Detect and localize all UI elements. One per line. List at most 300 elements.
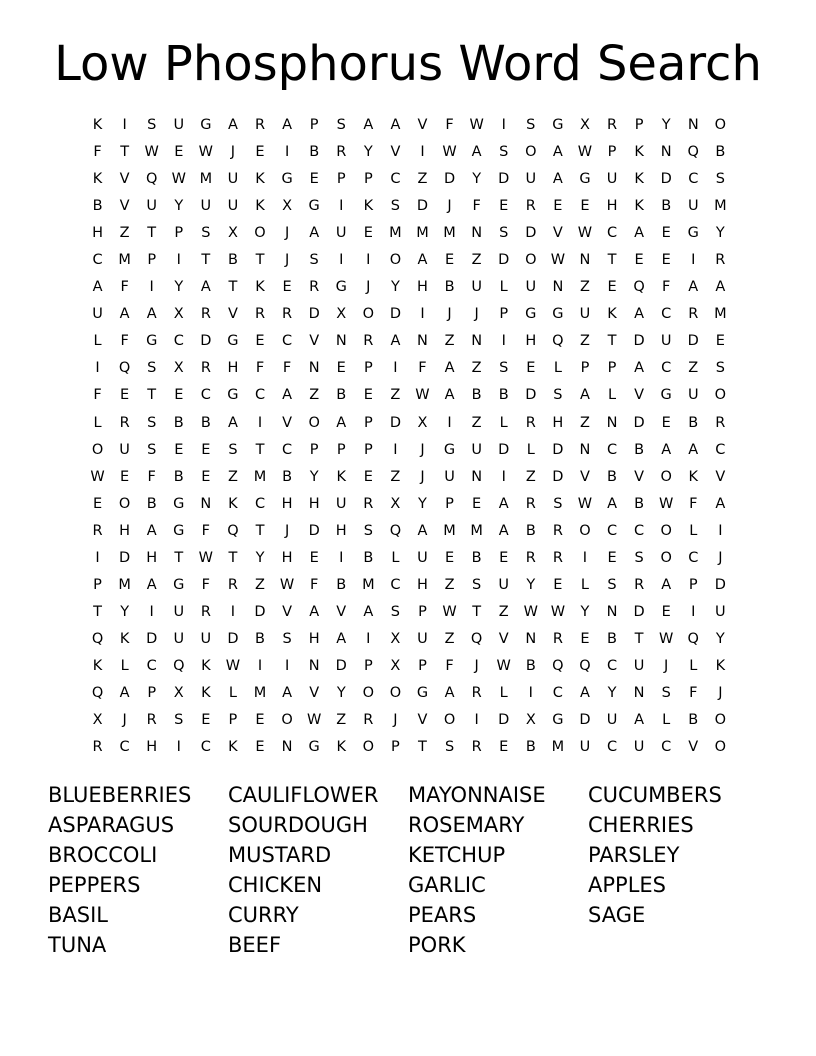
grid-cell: E: [715, 333, 725, 350]
grid-cell: X: [525, 712, 536, 729]
grid-cell: Q: [91, 684, 104, 701]
grid-cell: I: [501, 333, 506, 350]
grid-cell: X: [173, 360, 184, 377]
grid-cell: U: [335, 495, 347, 512]
grid-cell: G: [227, 387, 239, 404]
grid-cell: S: [526, 117, 536, 133]
grid-cell: C: [92, 252, 103, 269]
grid-cell: E: [661, 252, 671, 269]
grid-cell: A: [336, 630, 347, 647]
grid-cell: N: [579, 252, 591, 269]
grid-cell: U: [444, 468, 455, 485]
grid-cell: L: [120, 657, 129, 674]
grid-cell: B: [525, 739, 536, 756]
grid-cell: D: [633, 603, 645, 620]
grid-cell: E: [309, 549, 319, 566]
grid-cell: X: [173, 684, 184, 701]
grid-cell: T: [228, 549, 238, 566]
grid-cell: U: [471, 441, 482, 458]
grid-cell: U: [633, 657, 645, 674]
grid-cell: E: [174, 144, 184, 161]
grid-cell: C: [606, 739, 618, 756]
grid-cell: N: [633, 684, 645, 701]
grid-cell: Z: [417, 171, 428, 188]
grid-cell: Y: [580, 603, 590, 620]
grid-cell: C: [688, 171, 699, 188]
grid-cell: S: [715, 360, 725, 377]
grid-cell: F: [662, 279, 671, 296]
grid-cell: M: [199, 171, 213, 188]
grid-cell: Q: [579, 657, 591, 674]
grid-cell: O: [389, 252, 402, 269]
grid-cell: D: [254, 603, 266, 620]
grid-cell: S: [390, 603, 400, 620]
grid-cell: B: [255, 630, 265, 647]
grid-cell: S: [201, 225, 211, 242]
grid-cell: I: [366, 630, 371, 647]
grid-cell: O: [362, 306, 375, 323]
grid-cell: B: [525, 522, 536, 539]
grid-cell: E: [174, 441, 184, 458]
grid-cell: I: [447, 414, 452, 431]
grid-cell: D: [498, 441, 510, 458]
grid-cell: Z: [119, 225, 130, 242]
word-list-item: APPLES: [588, 873, 666, 897]
grid-cell: B: [688, 712, 699, 729]
grid-row: [84, 274, 734, 301]
grid-cell: U: [335, 225, 347, 242]
grid-cell: I: [339, 549, 344, 566]
grid-cell: Y: [472, 171, 482, 188]
word-list-item: GARLIC: [408, 873, 486, 897]
grid-cell: R: [471, 684, 482, 701]
grid-cell: E: [661, 414, 671, 431]
grid-cell: H: [146, 739, 158, 756]
grid-cell: L: [499, 279, 508, 296]
grid-cell: N: [308, 360, 320, 377]
grid-cell: G: [525, 306, 537, 323]
grid-cell: B: [227, 252, 238, 269]
grid-cell: I: [474, 712, 479, 729]
grid-cell: A: [634, 225, 645, 242]
grid-cell: H: [417, 576, 428, 593]
grid-cell: L: [93, 333, 102, 350]
grid-cell: G: [660, 387, 672, 404]
grid-cell: G: [281, 171, 293, 188]
grid-cell: E: [174, 387, 184, 404]
grid-cell: V: [417, 117, 428, 133]
grid-cell: I: [420, 306, 425, 323]
grid-cell: B: [363, 549, 374, 566]
grid-cell: V: [634, 387, 645, 404]
grid-cell: D: [579, 712, 591, 729]
grid-cell: Z: [579, 414, 590, 431]
grid-cell: U: [417, 549, 428, 566]
grid-cell: A: [227, 117, 238, 133]
grid-cell: Z: [579, 333, 590, 350]
grid-cell: I: [582, 549, 588, 566]
grid-cell: B: [607, 468, 617, 485]
grid-cell: I: [420, 144, 425, 161]
grid-cell: P: [418, 603, 427, 620]
grid-cell: Q: [389, 522, 402, 539]
grid-cell: E: [92, 495, 103, 512]
grid-cell: Y: [715, 630, 725, 647]
grid-cell: G: [173, 522, 185, 539]
word-list-item: ASPARAGUS: [48, 813, 175, 837]
grid-cell: N: [471, 225, 483, 242]
grid-cell: W: [577, 225, 593, 242]
grid-cell: S: [147, 360, 157, 377]
grid-cell: Q: [687, 144, 699, 161]
grid-cell: O: [362, 739, 375, 756]
grid-cell: U: [227, 171, 239, 188]
grid-cell: J: [366, 279, 371, 296]
grid-cell: C: [254, 387, 266, 404]
grid-cell: D: [308, 306, 320, 323]
grid-cell: F: [282, 360, 292, 377]
grid-cell: E: [499, 549, 509, 566]
grid-cell: O: [579, 522, 591, 539]
grid-cell: E: [201, 712, 211, 729]
grid-cell: U: [606, 712, 618, 729]
grid-cell: A: [146, 522, 157, 539]
grid-cell: A: [444, 387, 455, 404]
grid-cell: D: [714, 576, 726, 593]
grid-cell: O: [362, 684, 375, 701]
grid-cell: D: [525, 225, 537, 242]
grid-cell: Y: [661, 117, 671, 133]
grid-cell: B: [471, 549, 482, 566]
grid-cell: Y: [363, 144, 373, 161]
grid-cell: F: [418, 360, 427, 377]
grid-cell: Z: [525, 468, 536, 485]
grid-cell: C: [200, 739, 211, 756]
grid-cell: T: [228, 279, 238, 296]
grid-cell: N: [281, 739, 293, 756]
grid-cell: J: [230, 144, 236, 161]
grid-cell: E: [255, 712, 265, 729]
grid-cell: R: [634, 576, 645, 593]
grid-cell: E: [607, 279, 617, 296]
grid-cell: N: [606, 603, 618, 620]
grid-cell: A: [552, 144, 563, 161]
grid-cell: Q: [552, 657, 564, 674]
grid-cell: T: [634, 630, 644, 647]
grid-row: [84, 707, 734, 734]
grid-cell: O: [714, 117, 727, 133]
grid-cell: I: [691, 252, 696, 269]
grid-cell: B: [661, 198, 672, 215]
grid-cell: U: [579, 739, 591, 756]
grid-cell: V: [417, 712, 428, 729]
grid-cell: H: [525, 333, 537, 350]
grid-cell: I: [501, 468, 506, 485]
grid-cell: V: [282, 603, 293, 620]
grid-cell: S: [553, 495, 563, 512]
grid-cell: C: [661, 306, 672, 323]
grid-cell: A: [309, 225, 320, 242]
grid-cell: R: [688, 306, 699, 323]
word-list-item: MUSTARD: [228, 843, 332, 867]
grid-cell: T: [147, 225, 157, 242]
grid-cell: I: [393, 441, 398, 458]
grid-cell: O: [118, 495, 131, 512]
grid-cell: L: [499, 684, 508, 701]
grid-cell: B: [282, 468, 293, 485]
grid-cell: V: [688, 739, 699, 756]
grid-cell: R: [119, 414, 130, 431]
grid-cell: D: [687, 333, 699, 350]
grid-cell: K: [336, 739, 346, 756]
grid-cell: G: [200, 117, 212, 133]
grid-cell: N: [525, 630, 537, 647]
grid-cell: J: [474, 306, 479, 323]
grid-cell: B: [471, 387, 482, 404]
grid-cell: D: [498, 252, 510, 269]
grid-row: [84, 166, 734, 193]
grid-cell: P: [363, 414, 373, 431]
grid-cell: A: [417, 522, 428, 539]
grid-cell: W: [171, 171, 186, 188]
grid-cell: M: [714, 198, 727, 215]
grid-cell: E: [580, 630, 590, 647]
grid-cell: A: [552, 171, 563, 188]
word-list-item: BASIL: [48, 903, 108, 927]
grid-row: [84, 464, 734, 491]
grid-cell: H: [281, 495, 293, 512]
grid-cell: R: [363, 333, 374, 350]
grid-cell: J: [718, 549, 723, 566]
grid-cell: M: [551, 739, 565, 756]
grid-cell: Y: [336, 684, 346, 701]
grid-cell: U: [92, 306, 103, 323]
grid-cell: C: [661, 739, 672, 756]
grid-cell: X: [417, 414, 428, 431]
word-list-item: KETCHUP: [408, 843, 506, 867]
grid-cell: U: [119, 441, 130, 458]
grid-cell: G: [552, 306, 564, 323]
grid-cell: B: [146, 495, 157, 512]
grid-cell: A: [661, 441, 672, 458]
grid-cell: I: [393, 360, 398, 377]
grid-cell: P: [309, 441, 319, 458]
grid-cell: Y: [418, 495, 427, 512]
grid-cell: I: [339, 198, 344, 215]
grid-cell: J: [447, 306, 452, 323]
grid-cell: A: [146, 306, 157, 323]
grid-cell: S: [147, 441, 157, 458]
grid-cell: W: [577, 144, 593, 161]
grid-cell: N: [552, 279, 564, 296]
grid-cell: R: [715, 252, 726, 269]
grid-cell: P: [391, 739, 400, 756]
grid-cell: I: [691, 603, 696, 620]
word-list-item: CHERRIES: [588, 813, 694, 837]
grid-cell: I: [339, 252, 344, 269]
grid-cell: U: [525, 279, 537, 296]
grid-row: [84, 545, 734, 572]
grid-cell: U: [606, 171, 618, 188]
grid-cell: F: [93, 144, 102, 161]
grid-cell: H: [335, 522, 347, 539]
grid-cell: P: [147, 252, 157, 269]
grid-cell: C: [390, 171, 401, 188]
grid-cell: Q: [145, 171, 158, 188]
grid-cell: P: [336, 441, 346, 458]
grid-cell: O: [714, 712, 727, 729]
grid-cell: S: [336, 117, 346, 133]
grid-cell: S: [147, 117, 157, 133]
grid-cell: N: [606, 414, 618, 431]
word-list-item: PARSLEY: [588, 843, 680, 867]
grid-cell: N: [660, 144, 672, 161]
grid-cell: G: [173, 576, 185, 593]
grid-cell: C: [173, 333, 184, 350]
grid-cell: A: [579, 684, 590, 701]
word-list-item: BEEF: [228, 933, 282, 957]
grid-cell: V: [309, 684, 320, 701]
grid-cell: K: [255, 198, 265, 215]
grid-cell: Z: [471, 414, 482, 431]
grid-cell: A: [634, 306, 645, 323]
grid-cell: X: [579, 117, 590, 133]
grid-cell: S: [715, 171, 725, 188]
grid-cell: J: [447, 198, 452, 215]
grid-cell: B: [309, 144, 320, 161]
word-bank: [48, 780, 768, 960]
grid-cell: E: [255, 333, 265, 350]
grid-row: [84, 355, 734, 382]
grid-cell: U: [660, 333, 672, 350]
grid-cell: K: [201, 657, 211, 674]
grid-cell: D: [552, 468, 564, 485]
grid-cell: U: [200, 198, 212, 215]
grid-cell: W: [659, 630, 674, 647]
grid-cell: T: [418, 739, 427, 756]
grid-cell: V: [119, 198, 130, 215]
grid-cell: A: [634, 712, 645, 729]
grid-cell: S: [607, 576, 617, 593]
grid-cell: B: [525, 657, 536, 674]
grid-row: [84, 301, 734, 328]
grid-cell: R: [363, 495, 374, 512]
grid-cell: A: [444, 684, 455, 701]
word-list-item: PEPPERS: [48, 873, 141, 897]
grid-cell: M: [253, 684, 267, 701]
grid-row: [84, 626, 734, 653]
grid-cell: H: [552, 414, 564, 431]
grid-cell: S: [661, 684, 671, 701]
grid-cell: A: [471, 144, 482, 161]
grid-cell: E: [120, 387, 130, 404]
grid-cell: O: [660, 549, 672, 566]
grid-row: [84, 112, 734, 139]
grid-cell: K: [607, 306, 617, 323]
grid-cell: C: [606, 522, 618, 539]
grid-row: [84, 653, 734, 680]
grid-cell: R: [363, 712, 374, 729]
grid-cell: X: [336, 306, 347, 323]
grid-cell: M: [389, 225, 402, 242]
grid-cell: V: [634, 468, 645, 485]
grid-cell: T: [255, 441, 265, 458]
grid-row: [84, 491, 734, 518]
grid-cell: U: [633, 739, 645, 756]
grid-cell: F: [445, 117, 454, 133]
grid-cell: W: [279, 576, 295, 593]
grid-cell: N: [335, 333, 347, 350]
grid-cell: T: [174, 549, 184, 566]
grid-cell: B: [336, 576, 347, 593]
grid-cell: L: [228, 684, 237, 701]
grid-cell: G: [335, 279, 347, 296]
grid-cell: R: [336, 144, 347, 161]
grid-cell: L: [391, 549, 400, 566]
grid-cell: D: [633, 414, 645, 431]
grid-cell: U: [417, 630, 428, 647]
grid-cell: E: [120, 468, 130, 485]
grid-cell: E: [553, 576, 563, 593]
grid-cell: S: [309, 252, 319, 269]
grid-cell: A: [282, 387, 293, 404]
grid-cell: R: [254, 117, 266, 133]
word-list-item: TUNA: [48, 933, 107, 957]
grid-cell: E: [526, 360, 536, 377]
grid-cell: D: [200, 333, 212, 350]
word-list-item: CHICKEN: [228, 873, 323, 897]
grid-cell: R: [92, 522, 103, 539]
grid-cell: X: [227, 225, 238, 242]
grid-cell: R: [552, 522, 563, 539]
word-list-item: ROSEMARY: [408, 813, 525, 837]
grid-cell: G: [552, 117, 564, 133]
grid-row: [84, 382, 734, 409]
grid-cell: C: [254, 495, 266, 512]
grid-cell: J: [393, 712, 398, 729]
grid-cell: L: [607, 387, 617, 404]
grid-cell: Y: [715, 225, 725, 242]
grid-cell: R: [525, 495, 536, 512]
grid-cell: D: [552, 441, 564, 458]
grid-cell: W: [442, 603, 457, 620]
grid-cell: E: [499, 198, 509, 215]
grid-cell: R: [200, 360, 211, 377]
grid-cell: V: [309, 333, 320, 350]
grid-cell: I: [718, 522, 723, 539]
grid-cell: K: [688, 468, 699, 485]
grid-cell: Y: [255, 549, 265, 566]
grid-cell: E: [255, 739, 265, 756]
grid-cell: P: [688, 576, 698, 593]
grid-cell: S: [174, 712, 184, 729]
grid-cell: P: [363, 360, 373, 377]
grid-cell: T: [147, 387, 157, 404]
letter-grid: [84, 112, 734, 760]
grid-cell: X: [390, 495, 401, 512]
grid-cell: N: [308, 657, 320, 674]
grid-cell: V: [336, 603, 347, 620]
grid-cell: A: [119, 306, 130, 323]
grid-cell: O: [254, 225, 266, 242]
grid-cell: T: [93, 603, 102, 620]
grid-cell: A: [688, 279, 699, 296]
grid-cell: F: [201, 522, 211, 539]
grid-cell: Q: [687, 630, 699, 647]
grid-cell: W: [198, 549, 214, 566]
grid-cell: E: [661, 225, 671, 242]
grid-cell: J: [718, 684, 723, 701]
